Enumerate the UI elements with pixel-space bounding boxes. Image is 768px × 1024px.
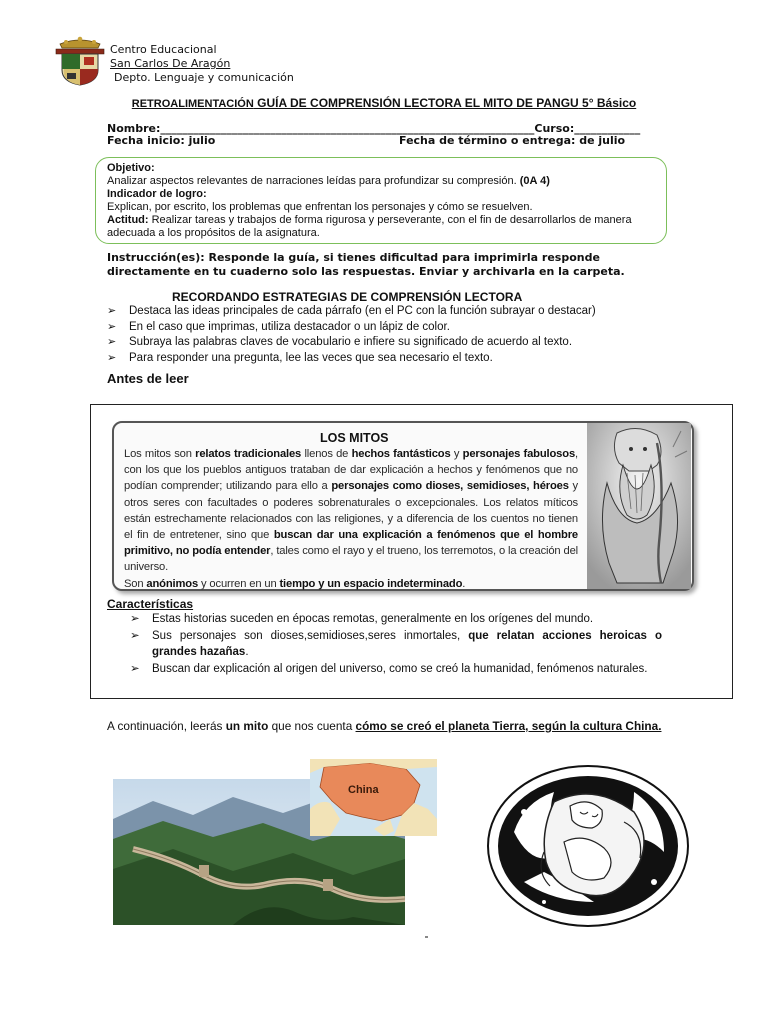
objective-text [107, 162, 662, 240]
list-item-bold: que relatan acciones heroicas o grandes hazañas [152, 629, 662, 658]
intro-text: A continuación, leerás [107, 719, 226, 733]
myths-text-span: Son [124, 577, 147, 590]
list-item [130, 611, 662, 628]
features-title: Características [107, 597, 194, 611]
myths-text-span: . [462, 577, 466, 590]
objective-code: (0A 4) [519, 175, 550, 187]
attitude-text: Realizar tareas y trabajos de forma rigurosa y perseverante, con el fin de desarrollarlos de manera adecuada a los propósitos de la asignatura. [107, 214, 632, 239]
page-title [0, 96, 768, 110]
myths-text-bold: anónimos [146, 577, 199, 590]
school-subtitle: San Carlos De Aragón [110, 57, 231, 70]
list-item [107, 320, 667, 336]
myths-text-span: , tales como el rayo y el trueno, los terremotos, o la creación del universo. [124, 545, 578, 574]
list-item-text: Destaca las ideas principales de cada párrafo (en el PC con la función subrayar o destacar) [129, 305, 596, 317]
instructions [107, 251, 667, 279]
list-item [130, 628, 662, 661]
instructions-label: Instrucción(es): [107, 251, 205, 264]
list-item [107, 335, 667, 351]
myths-title: LOS MITOS [320, 431, 389, 445]
before-reading-heading: Antes de leer [107, 371, 189, 386]
arrow-bullet-icon: ➢ [107, 320, 117, 333]
myths-text-span: y [450, 448, 463, 460]
myths-text [124, 446, 578, 592]
arrow-bullet-icon: ➢ [107, 305, 117, 317]
list-item-text: Buscan dar explicación al origen del universo, como se creó la humanidad, fenómenos naturales. [152, 662, 648, 675]
myths-text-bold: relatos tradicionales [195, 448, 302, 460]
instructions-text: Responde la guía, si tienes dificultad para imprimirla responde directamente en tu cuaderno solo las respuestas. Enviar y archivarla en la carpeta. [107, 251, 625, 278]
name-line: Nombre:____________________________________________________________________Curso:____________ [107, 122, 641, 135]
title-part1: RETROALIMENTACIÓN [131, 98, 254, 110]
map-label: China [348, 784, 379, 796]
achievement-label: Indicador de logro: [107, 188, 207, 200]
myths-text-span: y otros seres con facultades o poderes sobrenaturales o excepcionales. Los relatos míticos están estrechamente relacionados con las religiones, y a diferencia de los cuentos no tienen el fin de entretener, sino que [124, 480, 578, 542]
school-name: Centro Educacional [110, 43, 217, 56]
intro-bold: un mito [225, 719, 269, 733]
list-item-text: Estas historias suceden en épocas remotas, generalmente en los orígenes del mundo. [152, 613, 594, 625]
list-item [107, 304, 667, 320]
intro-text: que nos cuenta [268, 719, 356, 733]
crest-icon [54, 36, 106, 86]
zeus-illustration [587, 423, 691, 589]
arrow-bullet-icon: ➢ [107, 336, 117, 348]
myths-text-bold: buscan dar una explicación a fenómenos que el hombre primitivo, no podía entender [124, 529, 578, 558]
objective-label: Objetivo: [107, 162, 155, 174]
pangu-egg-illustration [484, 762, 692, 930]
list-item-text: Para responder una pregunta, lee las veces que sea necesario el texto. [129, 351, 493, 364]
strategies-list [107, 304, 667, 366]
arrow-bullet-icon: ➢ [107, 351, 117, 364]
arrow-bullet-icon: ➢ [130, 613, 140, 625]
attitude-label: Actitud: [107, 214, 149, 226]
list-item-text: . [245, 646, 249, 658]
myths-text-span: llenos de [301, 448, 352, 460]
strategies-title: RECORDANDO ESTRATEGIAS DE COMPRENSIÓN LECTORA [172, 290, 523, 304]
myths-text-bold: personajes como dioses, semidioses, héroes [331, 480, 569, 493]
list-item [107, 351, 667, 367]
start-date: Fecha inicio: julio [107, 134, 216, 147]
title-part3: 5° Básico [578, 96, 637, 110]
myths-text-bold: personajes fabulosos [462, 448, 576, 460]
myths-text-span: Los mitos son [124, 448, 196, 460]
objective-description: Analizar aspectos relevantes de narraciones leídas para profundizar su compresión. [107, 175, 517, 187]
arrow-bullet-icon: ➢ [130, 662, 140, 675]
achievement-text: Explican, por escrito, los problemas que enfrentan los personajes y cómo se resuelven. [107, 201, 533, 213]
department: Depto. Lenguaje y comunicación [114, 71, 294, 84]
myths-text-bold: hechos fantásticos [351, 448, 451, 460]
due-date: Fecha de término o entrega: de julio [399, 134, 626, 147]
intro-paragraph [107, 718, 667, 735]
title-part2: GUÍA DE COMPRENSIÓN LECTORA EL MITO DE PANGU [253, 96, 579, 110]
china-map [310, 759, 437, 836]
arrow-bullet-icon: ➢ [130, 629, 140, 642]
intro-underlined: cómo se creó el planeta Tierra, según la cultura China. [355, 719, 662, 733]
myths-text-span: , con los que los pueblos antiguos trataban de dar explicación a hechos y fenómenos que no podían comprender; utilizando para ello a [124, 448, 578, 493]
myths-text-span: y ocurren en un [198, 577, 280, 590]
stray-mark [425, 936, 428, 938]
features-list [130, 611, 662, 677]
list-item-text: Sus personajes son dioses,semidioses,seres inmortales, [152, 629, 469, 642]
list-item-text: Subraya las palabras claves de vocabulario e infiere su significado de acuerdo al texto. [129, 336, 573, 348]
myths-text-bold: tiempo y un espacio indeterminado [279, 577, 463, 590]
list-item [130, 661, 662, 678]
list-item-text: En el caso que imprimas, utiliza destacador o un lápiz de color. [129, 320, 450, 333]
